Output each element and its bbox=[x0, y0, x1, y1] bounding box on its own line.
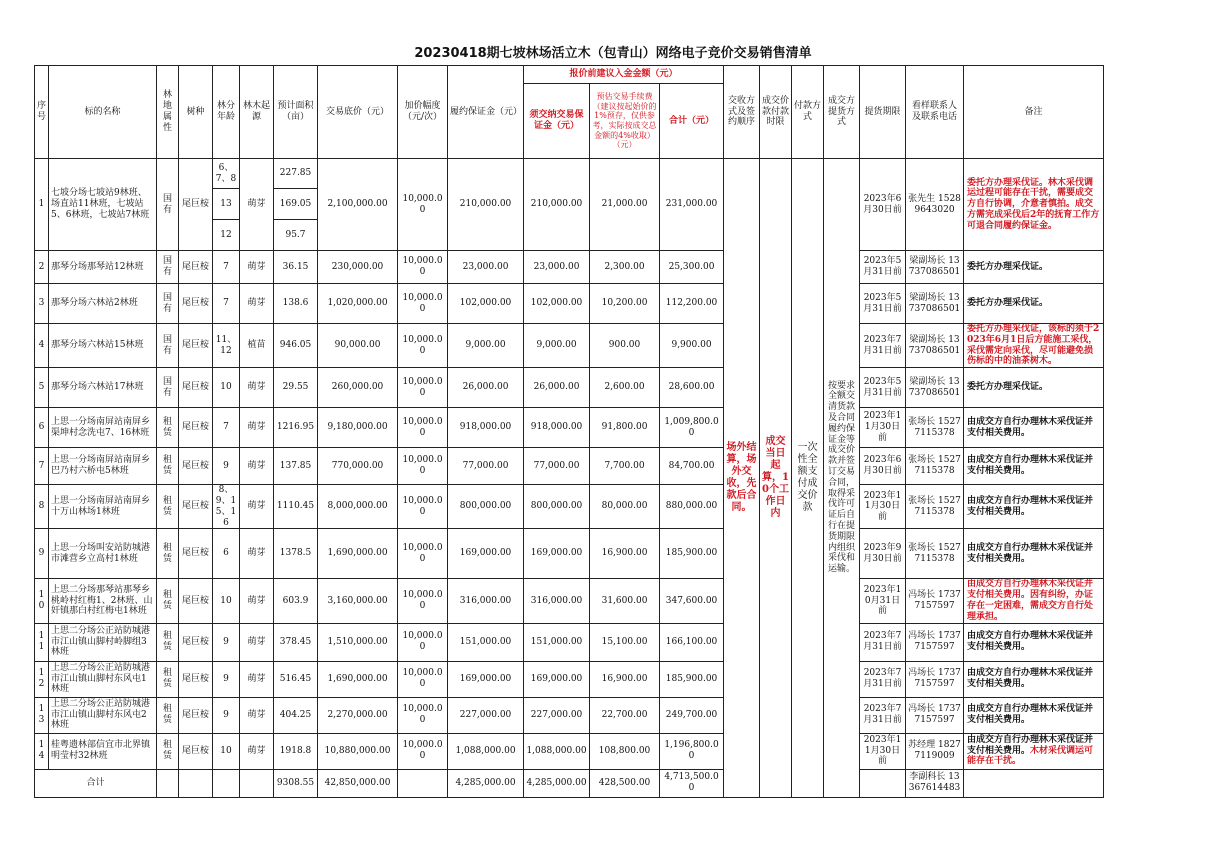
row-prepay-fee: 7,700.00 bbox=[590, 448, 660, 485]
row-age: 12 bbox=[213, 220, 240, 251]
row-period: 2023年11月30日前 bbox=[860, 408, 906, 448]
row-deposit: 23,000.00 bbox=[448, 251, 524, 284]
row-prepay-fee: 21,000.00 bbox=[590, 159, 660, 251]
totals-prepay-deposit: 4,285,000.00 bbox=[524, 769, 590, 797]
table-row bbox=[35, 448, 1104, 485]
row-prepay-deposit: 9,000.00 bbox=[524, 324, 590, 368]
row-period: 2023年11月30日前 bbox=[860, 733, 906, 769]
row-attr: 国有 bbox=[157, 324, 179, 368]
row-attr: 租赁 bbox=[157, 529, 179, 579]
row-origin: 萌芽 bbox=[240, 448, 274, 485]
row-origin: 萌芽 bbox=[240, 284, 274, 324]
row-prepay-deposit: 316,000.00 bbox=[524, 579, 590, 623]
row-origin: 植苗 bbox=[240, 324, 274, 368]
table-row bbox=[35, 529, 1104, 579]
row-increment: 10,000.00 bbox=[398, 697, 448, 733]
row-species: 尾巨桉 bbox=[179, 324, 213, 368]
row-increment: 10,000.00 bbox=[398, 661, 448, 697]
row-name: 上思二分场公正站防城港市江山镇山脚村岭脚组3林班 bbox=[49, 623, 157, 661]
row-age: 7 bbox=[213, 284, 240, 324]
totals-prepay-total: 4,713,500.00 bbox=[660, 769, 724, 797]
table-row bbox=[35, 368, 1104, 408]
row-name: 那琴分场那琴站12林班 bbox=[49, 251, 157, 284]
row-period: 2023年6月30日前 bbox=[860, 159, 906, 251]
row-base-price: 1,690,000.00 bbox=[318, 529, 398, 579]
row-period: 2023年6月30日前 bbox=[860, 448, 906, 485]
row-volume: 95.7 bbox=[274, 220, 318, 251]
totals-deposit: 4,285,000.00 bbox=[448, 769, 524, 797]
table-row bbox=[35, 251, 1104, 284]
blank-cell bbox=[860, 769, 906, 797]
row-species: 尾巨桉 bbox=[179, 697, 213, 733]
table-row bbox=[35, 733, 1104, 769]
row-contact: 张场长 15277115378 bbox=[906, 408, 964, 448]
row-species: 尾巨桉 bbox=[179, 623, 213, 661]
row-seq: 1 bbox=[35, 159, 49, 251]
row-deposit: 26,000.00 bbox=[448, 368, 524, 408]
row-volume: 404.25 bbox=[274, 697, 318, 733]
row-increment: 10,000.00 bbox=[398, 251, 448, 284]
row-increment: 10,000.00 bbox=[398, 368, 448, 408]
row-remark-text: 由成交方自行办理林木采伐证并支付相关费用。 bbox=[967, 734, 1094, 756]
header-prepay-deposit: 须交纳交易保证金（元） bbox=[524, 84, 590, 159]
row-remark: 委托方办理采伐证。林木采伐调运过程可能存在干扰，需要成交方自行协调，介意者慎拍。成交方需完成采伐后2年的抚育工作方可退合同履约保证金。 bbox=[964, 159, 1104, 251]
row-remark: 委托方办理采伐证。 bbox=[964, 368, 1104, 408]
row-remark: 委托方办理采伐证。 bbox=[964, 284, 1104, 324]
row-name: 七坡分场七坡站9林班、场直站11林班，七坡站5、6林班，七坡站7林班 bbox=[49, 159, 157, 251]
row-contact: 冯场长 17377157597 bbox=[906, 697, 964, 733]
row-prepay-total: 185,900.00 bbox=[660, 661, 724, 697]
blank-cell bbox=[157, 769, 179, 797]
row-seq: 6 bbox=[35, 408, 49, 448]
row-age: 7 bbox=[213, 251, 240, 284]
header-seq: 序号 bbox=[35, 66, 49, 159]
row-period: 2023年7月31日前 bbox=[860, 324, 906, 368]
row-name: 那琴分场六林站17林班 bbox=[49, 368, 157, 408]
row-deposit: 210,000.00 bbox=[448, 159, 524, 251]
row-species: 尾巨桉 bbox=[179, 159, 213, 251]
row-contact: 梁副场长 13737086501 bbox=[906, 284, 964, 324]
row-origin: 萌芽 bbox=[240, 529, 274, 579]
row-base-price: 260,000.00 bbox=[318, 368, 398, 408]
shared-pay-time: 成交当日起算，10个工作日内 bbox=[760, 159, 792, 798]
row-origin: 萌芽 bbox=[240, 661, 274, 697]
row-seq: 9 bbox=[35, 529, 49, 579]
row-period: 2023年9月30日前 bbox=[860, 529, 906, 579]
table-row bbox=[35, 284, 1104, 324]
row-attr: 租赁 bbox=[157, 733, 179, 769]
row-attr: 租赁 bbox=[157, 579, 179, 623]
row-deposit: 227,000.00 bbox=[448, 697, 524, 733]
totals-base-price: 42,850,000.00 bbox=[318, 769, 398, 797]
row-prepay-fee: 16,900.00 bbox=[590, 529, 660, 579]
row-deposit: 9,000.00 bbox=[448, 324, 524, 368]
row-increment: 10,000.00 bbox=[398, 529, 448, 579]
row-age: 9 bbox=[213, 623, 240, 661]
row-attr: 租赁 bbox=[157, 697, 179, 733]
row-species: 尾巨桉 bbox=[179, 579, 213, 623]
row-base-price: 1,020,000.00 bbox=[318, 284, 398, 324]
row-age: 6 bbox=[213, 529, 240, 579]
row-prepay-fee: 22,700.00 bbox=[590, 697, 660, 733]
row-origin: 萌芽 bbox=[240, 485, 274, 529]
row-volume: 138.6 bbox=[274, 284, 318, 324]
row-seq: 10 bbox=[35, 579, 49, 623]
totals-contact: 李副科长 13367614483 bbox=[906, 769, 964, 797]
row-prepay-total: 28,600.00 bbox=[660, 368, 724, 408]
row-attr: 租赁 bbox=[157, 623, 179, 661]
header-origin: 林木起源 bbox=[240, 66, 274, 159]
row-age: 11、12 bbox=[213, 324, 240, 368]
row-name: 上思二分场那琴站那琴乡桃岭村红梅1、2林班、山奸镇那白村红梅屯1林班 bbox=[49, 579, 157, 623]
row-attr: 租赁 bbox=[157, 661, 179, 697]
row-period: 2023年5月31日前 bbox=[860, 368, 906, 408]
row-volume: 378.45 bbox=[274, 623, 318, 661]
row-increment: 10,000.00 bbox=[398, 408, 448, 448]
row-volume: 137.85 bbox=[274, 448, 318, 485]
row-prepay-fee: 10,200.00 bbox=[590, 284, 660, 324]
row-contact: 梁副场长 13737086501 bbox=[906, 368, 964, 408]
header-prepay-fee: 预估交易手续费（建议按起始价的1%预存，仅供参考，实际按成交总金额的4%收取）（元） bbox=[590, 84, 660, 159]
row-age: 10 bbox=[213, 733, 240, 769]
shared-pay-method: 一次性全额支付成交价款 bbox=[792, 159, 824, 798]
table-row bbox=[35, 579, 1104, 623]
row-attr: 国有 bbox=[157, 284, 179, 324]
row-increment: 10,000.00 bbox=[398, 733, 448, 769]
header-prepay-group: 报价前建议入金金额（元） bbox=[524, 66, 724, 84]
table-row bbox=[35, 485, 1104, 529]
row-seq: 5 bbox=[35, 368, 49, 408]
row-deposit: 800,000.00 bbox=[448, 485, 524, 529]
header-name: 标的名称 bbox=[49, 66, 157, 159]
row-volume: 516.45 bbox=[274, 661, 318, 697]
row-species: 尾巨桉 bbox=[179, 529, 213, 579]
row-attr: 租赁 bbox=[157, 408, 179, 448]
row-remark: 由成交方自行办理林木采伐证并支付相关费用。因有纠纷，办证存在一定困难，需成交方自行处理承担。 bbox=[964, 579, 1104, 623]
row-volume: 1110.45 bbox=[274, 485, 318, 529]
header-pay-method: 付款方式 bbox=[792, 66, 824, 159]
row-volume: 36.15 bbox=[274, 251, 318, 284]
totals-volume: 9308.55 bbox=[274, 769, 318, 797]
row-remark: 由成交方自行办理林木采伐证并支付相关费用。 bbox=[964, 697, 1104, 733]
table-row bbox=[35, 623, 1104, 661]
totals-prepay-fee: 428,500.00 bbox=[590, 769, 660, 797]
row-prepay-fee: 2,300.00 bbox=[590, 251, 660, 284]
row-species: 尾巨桉 bbox=[179, 733, 213, 769]
row-name: 上思二分场公正站防城港市江山镇山脚村东风屯1林班 bbox=[49, 661, 157, 697]
row-prepay-total: 9,900.00 bbox=[660, 324, 724, 368]
row-origin: 萌芽 bbox=[240, 579, 274, 623]
row-increment: 10,000.00 bbox=[398, 623, 448, 661]
row-attr: 租赁 bbox=[157, 485, 179, 529]
row-prepay-deposit: 169,000.00 bbox=[524, 529, 590, 579]
row-base-price: 9,180,000.00 bbox=[318, 408, 398, 448]
row-volume: 1378.5 bbox=[274, 529, 318, 579]
row-origin: 萌芽 bbox=[240, 408, 274, 448]
header-sign-method: 交收方式及签约顺序 bbox=[724, 66, 760, 159]
shared-sign-method: 场外结算，场外交收，先款后合同。 bbox=[724, 159, 760, 798]
row-prepay-total: 249,700.00 bbox=[660, 697, 724, 733]
row-species: 尾巨桉 bbox=[179, 408, 213, 448]
header-volume: 预计面积（亩） bbox=[274, 66, 318, 159]
row-species: 尾巨桉 bbox=[179, 661, 213, 697]
row-age: 9 bbox=[213, 661, 240, 697]
row-seq: 12 bbox=[35, 661, 49, 697]
row-remark: 由成交方自行办理林木采伐证并支付相关费用。 bbox=[964, 623, 1104, 661]
row-remark-tail: 木材采伐调运可能存在干扰。 bbox=[967, 745, 1094, 767]
row-prepay-total: 347,600.00 bbox=[660, 579, 724, 623]
table-row bbox=[35, 408, 1104, 448]
header-age: 林分年龄 bbox=[213, 66, 240, 159]
row-name: 上思一分场叫安站防城港市滩营乡立高村1林班 bbox=[49, 529, 157, 579]
row-name: 那琴分场六林站15林班 bbox=[49, 324, 157, 368]
row-age: 13 bbox=[213, 189, 240, 220]
totals-row bbox=[35, 769, 1104, 797]
row-origin: 萌芽 bbox=[240, 159, 274, 251]
row-prepay-deposit: 102,000.00 bbox=[524, 284, 590, 324]
row-prepay-deposit: 169,000.00 bbox=[524, 661, 590, 697]
row-prepay-deposit: 23,000.00 bbox=[524, 251, 590, 284]
row-name: 上思二分场公正站防城港市江山镇山脚村东风屯2林班 bbox=[49, 697, 157, 733]
row-period: 2023年7月31日前 bbox=[860, 623, 906, 661]
row-increment: 10,000.00 bbox=[398, 284, 448, 324]
row-prepay-deposit: 151,000.00 bbox=[524, 623, 590, 661]
row-prepay-deposit: 1,088,000.00 bbox=[524, 733, 590, 769]
row-origin: 萌芽 bbox=[240, 251, 274, 284]
row-remark: 由成交方自行办理林木采伐证并支付相关费用。 bbox=[964, 661, 1104, 697]
row-seq: 2 bbox=[35, 251, 49, 284]
row-remark: 由成交方自行办理林木采伐证并支付相关费用。 bbox=[964, 529, 1104, 579]
row-volume: 1918.8 bbox=[274, 733, 318, 769]
blank-cell bbox=[398, 769, 448, 797]
row-base-price: 3,160,000.00 bbox=[318, 579, 398, 623]
row-base-price: 8,000,000.00 bbox=[318, 485, 398, 529]
row-volume: 1216.95 bbox=[274, 408, 318, 448]
row-period: 2023年5月31日前 bbox=[860, 251, 906, 284]
header-base-price: 交易底价（元） bbox=[318, 66, 398, 159]
row-prepay-deposit: 77,000.00 bbox=[524, 448, 590, 485]
row-seq: 7 bbox=[35, 448, 49, 485]
header-deposit: 履约保证金（元） bbox=[448, 66, 524, 159]
row-age: 9 bbox=[213, 697, 240, 733]
row-prepay-total: 112,200.00 bbox=[660, 284, 724, 324]
row-deposit: 151,000.00 bbox=[448, 623, 524, 661]
row-increment: 10,000.00 bbox=[398, 448, 448, 485]
header-pay-time: 成交价款付款时限 bbox=[760, 66, 792, 159]
row-contact: 张场长 15277115378 bbox=[906, 448, 964, 485]
row-deposit: 918,000.00 bbox=[448, 408, 524, 448]
row-deposit: 169,000.00 bbox=[448, 661, 524, 697]
row-age: 8、9、15、16 bbox=[213, 485, 240, 529]
row-species: 尾巨桉 bbox=[179, 448, 213, 485]
row-origin: 萌芽 bbox=[240, 368, 274, 408]
row-increment: 10,000.00 bbox=[398, 579, 448, 623]
row-deposit: 316,000.00 bbox=[448, 579, 524, 623]
row-prepay-fee: 91,800.00 bbox=[590, 408, 660, 448]
row-age: 10 bbox=[213, 579, 240, 623]
row-base-price: 2,270,000.00 bbox=[318, 697, 398, 733]
row-base-price: 90,000.00 bbox=[318, 324, 398, 368]
header-contact: 看样联系人及联系电话 bbox=[906, 66, 964, 159]
row-prepay-fee: 2,600.00 bbox=[590, 368, 660, 408]
header-species: 树种 bbox=[179, 66, 213, 159]
row-contact: 张场长 15277115378 bbox=[906, 485, 964, 529]
header-attr: 林地属性 bbox=[157, 66, 179, 159]
row-seq: 13 bbox=[35, 697, 49, 733]
row-contact: 梁副场长 13737086501 bbox=[906, 324, 964, 368]
row-prepay-total: 185,900.00 bbox=[660, 529, 724, 579]
row-base-price: 770,000.00 bbox=[318, 448, 398, 485]
row-prepay-total: 880,000.00 bbox=[660, 485, 724, 529]
row-age: 10 bbox=[213, 368, 240, 408]
row-prepay-total: 166,100.00 bbox=[660, 623, 724, 661]
row-remark: 由成交方自行办理林木采伐证并支付相关费用。 bbox=[964, 448, 1104, 485]
row-remark: 由成交方自行办理林木采伐证并支付相关费用。 bbox=[964, 408, 1104, 448]
row-prepay-fee: 900.00 bbox=[590, 324, 660, 368]
row-name: 上思一分场南屏站南屏乡十万山林场1林班 bbox=[49, 485, 157, 529]
row-increment: 10,000.00 bbox=[398, 485, 448, 529]
row-remark: 委托方办理采伐证。 bbox=[964, 251, 1104, 284]
row-origin: 萌芽 bbox=[240, 623, 274, 661]
row-contact: 梁副场长 13737086501 bbox=[906, 251, 964, 284]
row-prepay-fee: 16,900.00 bbox=[590, 661, 660, 697]
row-remark: 委托方办理采伐证，该标的须于2023年6月1日后方能施工采伐，采伐需定向采伐，尽可能避免损伤标的中的油茶树木。 bbox=[964, 324, 1104, 368]
row-increment: 10,000.00 bbox=[398, 159, 448, 251]
row-contact: 张先生 15289643020 bbox=[906, 159, 964, 251]
row-origin: 萌芽 bbox=[240, 697, 274, 733]
row-contact: 冯场长 17377157597 bbox=[906, 623, 964, 661]
row-seq: 3 bbox=[35, 284, 49, 324]
header-delivery-period: 提货期限 bbox=[860, 66, 906, 159]
row-volume: 227.85 bbox=[274, 159, 318, 189]
table-row bbox=[35, 661, 1104, 697]
row-attr: 租赁 bbox=[157, 448, 179, 485]
table-row bbox=[35, 159, 1104, 189]
row-deposit: 169,000.00 bbox=[448, 529, 524, 579]
row-species: 尾巨桉 bbox=[179, 284, 213, 324]
row-remark: 由成交方自行办理林木采伐证并支付相关费用。 bbox=[964, 485, 1104, 529]
row-age: 9 bbox=[213, 448, 240, 485]
row-age: 6、7、8 bbox=[213, 159, 240, 189]
row-prepay-deposit: 227,000.00 bbox=[524, 697, 590, 733]
row-prepay-deposit: 918,000.00 bbox=[524, 408, 590, 448]
row-remark bbox=[964, 733, 1104, 769]
row-deposit: 102,000.00 bbox=[448, 284, 524, 324]
row-prepay-total: 231,000.00 bbox=[660, 159, 724, 251]
table-row bbox=[35, 324, 1104, 368]
row-base-price: 2,100,000.00 bbox=[318, 159, 398, 251]
header-delivery-method: 成交方提货方式 bbox=[824, 66, 860, 159]
totals-label: 合计 bbox=[35, 769, 157, 797]
row-prepay-fee: 15,100.00 bbox=[590, 623, 660, 661]
blank-cell bbox=[213, 769, 240, 797]
row-volume: 169.05 bbox=[274, 189, 318, 220]
row-prepay-fee: 108,800.00 bbox=[590, 733, 660, 769]
header-remark: 备注 bbox=[964, 66, 1104, 159]
header-increment: 加价幅度（元/次） bbox=[398, 66, 448, 159]
row-name: 上思一分场南屏站南屏乡巴乃村六桥屯5林班 bbox=[49, 448, 157, 485]
row-period: 2023年11月30日前 bbox=[860, 485, 906, 529]
row-prepay-total: 84,700.00 bbox=[660, 448, 724, 485]
row-deposit: 1,088,000.00 bbox=[448, 733, 524, 769]
row-attr: 国有 bbox=[157, 251, 179, 284]
table-row bbox=[35, 697, 1104, 733]
row-origin: 萌芽 bbox=[240, 733, 274, 769]
row-base-price: 230,000.00 bbox=[318, 251, 398, 284]
header-prepay-total: 合计（元） bbox=[660, 84, 724, 159]
row-name: 那琴分场六林站2林班 bbox=[49, 284, 157, 324]
row-period: 2023年5月31日前 bbox=[860, 284, 906, 324]
row-seq: 14 bbox=[35, 733, 49, 769]
page-title: 20230418期七坡林场活立木（包青山）网络电子竞价交易销售清单 bbox=[414, 46, 812, 61]
blank-cell bbox=[240, 769, 274, 797]
row-prepay-total: 1,009,800.00 bbox=[660, 408, 724, 448]
row-prepay-total: 25,300.00 bbox=[660, 251, 724, 284]
row-base-price: 10,880,000.00 bbox=[318, 733, 398, 769]
row-period: 2023年10月31日前 bbox=[860, 579, 906, 623]
row-seq: 8 bbox=[35, 485, 49, 529]
shared-delivery-method: 按要求全额交清货款及合同履约保证金等成交价款并签订交易合同，取得采伐许可证后自行在提货期限内组织采伐和运输。 bbox=[824, 159, 860, 798]
row-species: 尾巨桉 bbox=[179, 485, 213, 529]
row-period: 2023年7月31日前 bbox=[860, 697, 906, 733]
row-deposit: 77,000.00 bbox=[448, 448, 524, 485]
row-prepay-total: 1,196,800.00 bbox=[660, 733, 724, 769]
sales-table bbox=[34, 65, 1104, 798]
row-volume: 603.9 bbox=[274, 579, 318, 623]
row-base-price: 1,510,000.00 bbox=[318, 623, 398, 661]
row-contact: 冯场长 17377157597 bbox=[906, 579, 964, 623]
row-prepay-fee: 31,600.00 bbox=[590, 579, 660, 623]
row-species: 尾巨桉 bbox=[179, 368, 213, 408]
row-name: 上思一分场南屏站南屏乡渠坤村念洗屯7、16林班 bbox=[49, 408, 157, 448]
row-species: 尾巨桉 bbox=[179, 251, 213, 284]
row-age: 7 bbox=[213, 408, 240, 448]
blank-cell bbox=[964, 769, 1104, 797]
row-prepay-fee: 80,000.00 bbox=[590, 485, 660, 529]
row-name: 桂粤遗林部信宜市北界镇明莹村32林班 bbox=[49, 733, 157, 769]
row-prepay-deposit: 26,000.00 bbox=[524, 368, 590, 408]
row-increment: 10,000.00 bbox=[398, 324, 448, 368]
row-prepay-deposit: 210,000.00 bbox=[524, 159, 590, 251]
row-seq: 11 bbox=[35, 623, 49, 661]
row-contact: 张场长 15277115378 bbox=[906, 529, 964, 579]
row-base-price: 1,690,000.00 bbox=[318, 661, 398, 697]
row-period: 2023年7月31日前 bbox=[860, 661, 906, 697]
row-volume: 946.05 bbox=[274, 324, 318, 368]
row-contact: 冯场长 17377157597 bbox=[906, 661, 964, 697]
row-prepay-deposit: 800,000.00 bbox=[524, 485, 590, 529]
row-contact: 苏经理 18277119009 bbox=[906, 733, 964, 769]
row-attr: 国有 bbox=[157, 368, 179, 408]
row-attr: 国有 bbox=[157, 159, 179, 251]
row-seq: 4 bbox=[35, 324, 49, 368]
blank-cell bbox=[179, 769, 213, 797]
row-volume: 29.55 bbox=[274, 368, 318, 408]
